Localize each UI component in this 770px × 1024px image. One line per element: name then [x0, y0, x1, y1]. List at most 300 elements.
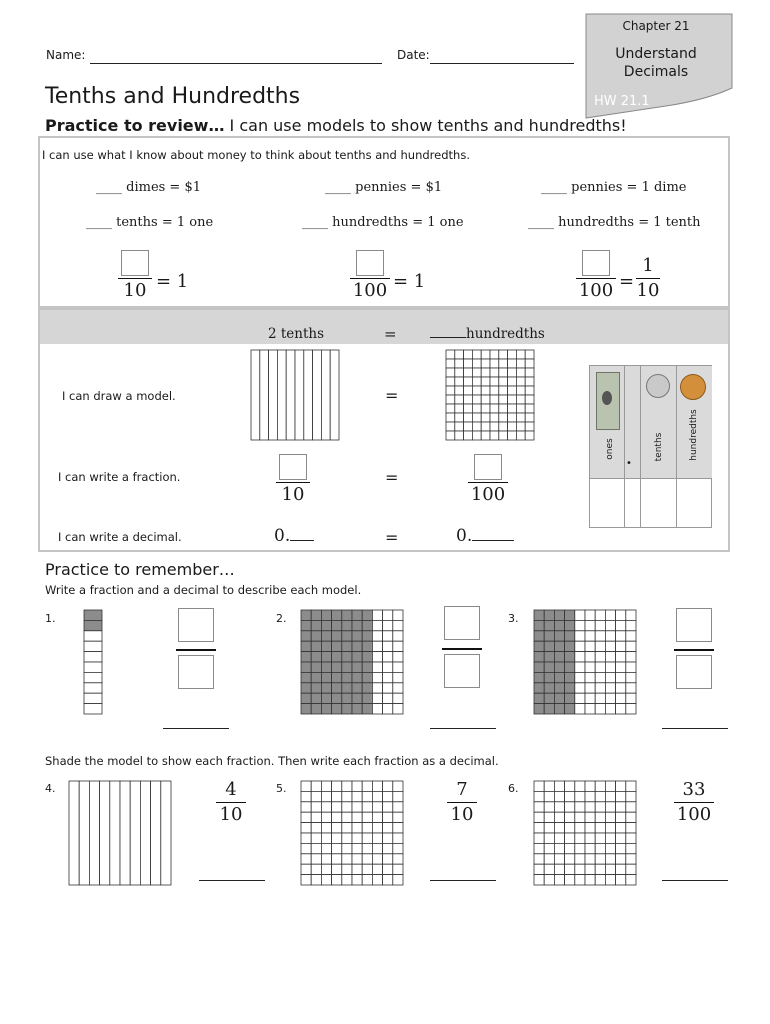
hundredth-cell: [616, 854, 626, 864]
hundredth-cell: [554, 672, 564, 682]
hundredth-cell: [508, 413, 517, 422]
hundredth-cell: [554, 833, 564, 843]
hundredth-cell: [342, 823, 352, 833]
hundredth-cell: [575, 875, 585, 885]
hundredth-cell: [342, 791, 352, 801]
tenth-cell: [84, 683, 102, 693]
hundredth-cell: [383, 704, 393, 714]
hundredth-cell: [565, 620, 575, 630]
hundredth-cell: [332, 812, 342, 822]
hundredth-cell: [516, 431, 525, 440]
hundredth-cell: [352, 620, 362, 630]
hundredth-cell: [534, 823, 544, 833]
date-field[interactable]: [430, 63, 574, 64]
hundredth-cell: [311, 864, 321, 874]
hundredth-cell: [342, 683, 352, 693]
hundredth-cell: [362, 662, 372, 672]
hundredth-cell: [499, 422, 508, 431]
hundredth-cell: [393, 693, 403, 703]
numerator-box[interactable]: [582, 250, 610, 276]
hundredth-cell: [301, 652, 311, 662]
hundredth-cell: [595, 812, 605, 822]
hundredth-cell: [544, 875, 554, 885]
hundredth-cell: [311, 652, 321, 662]
denominator: 100: [676, 804, 712, 825]
hundredth-cell: [595, 610, 605, 620]
hundredth-cell: [554, 781, 564, 791]
hundredth-cell: [575, 662, 585, 672]
tenth-strip: [140, 781, 150, 885]
hundredth-cell: [534, 781, 544, 791]
hundredth-cell: [446, 395, 455, 404]
hundredth-cell: [352, 781, 362, 791]
page-title: Tenths and Hundredths: [45, 84, 301, 109]
hundredth-cell: [534, 812, 544, 822]
problem-3-denominator-box[interactable]: [676, 655, 712, 689]
hundredth-cell: [616, 823, 626, 833]
problem-1-denominator-box[interactable]: [178, 655, 214, 689]
problem-2-decimal-line[interactable]: [430, 728, 496, 729]
hundredth-cell: [321, 802, 331, 812]
fraction-tenths-one: [118, 250, 152, 301]
problem-number-6: 6.: [508, 782, 519, 795]
hundredth-cell: [342, 641, 352, 651]
hundredth-cell: [393, 641, 403, 651]
hundredth-cell: [499, 368, 508, 377]
hundredth-cell: [554, 864, 564, 874]
hundredth-cell: [372, 641, 382, 651]
hundredth-cell: [490, 359, 499, 368]
tenth-strip: [330, 350, 339, 440]
tenth-strip: [277, 350, 286, 440]
hundredth-cell: [301, 854, 311, 864]
hundredth-cell: [372, 854, 382, 864]
hundredth-cell: [352, 693, 362, 703]
hundredth-cell: [321, 641, 331, 651]
hundredth-cell: [554, 704, 564, 714]
hundredth-cell: [332, 662, 342, 672]
hundredth-cell: [332, 652, 342, 662]
hundredth-cell: [372, 631, 382, 641]
numerator-box[interactable]: [279, 454, 307, 480]
hundredth-cell: [544, 652, 554, 662]
hundredth-cell: [585, 693, 595, 703]
decimal-point: •: [626, 458, 632, 469]
fraction-hundredths-tenth: [576, 250, 616, 301]
fraction-one-tenth: [636, 256, 660, 301]
hundredth-cell: [332, 672, 342, 682]
hundredth-cell: [383, 875, 393, 885]
hundredth-cell: [372, 662, 382, 672]
hundredth-cell: [626, 704, 636, 714]
decimal-left: [274, 526, 314, 546]
model-equals: =: [385, 386, 399, 405]
hundredth-cell: [393, 823, 403, 833]
hundredth-cell: [383, 683, 393, 693]
hundredth-cell: [499, 431, 508, 440]
hundredth-cell: [301, 683, 311, 693]
hundredth-cell: [605, 672, 615, 682]
hundredth-cell: [311, 620, 321, 630]
hundredth-cell: [595, 620, 605, 630]
hundredth-cell: [534, 843, 544, 853]
hundredths-tenth-eq: ____ hundredths = 1 tenth: [528, 215, 701, 230]
practice-heading: Practice to remember…: [45, 560, 235, 579]
hundredth-cell: [626, 812, 636, 822]
hundredth-cell: [595, 875, 605, 885]
hundredth-cell: [446, 422, 455, 431]
chapter-title-line1: Understand: [615, 46, 697, 62]
hundredth-cell: [490, 422, 499, 431]
hundredth-cell: [575, 610, 585, 620]
hundredth-cell: [301, 812, 311, 822]
hundredth-cell: [508, 377, 517, 386]
hundredth-cell: [585, 854, 595, 864]
hundredth-cell: [575, 620, 585, 630]
problem-5-model[interactable]: [301, 781, 403, 885]
hundredth-cell: [490, 395, 499, 404]
hundredth-cell: [372, 620, 382, 630]
hundredth-cell: [352, 802, 362, 812]
hundredth-cell: [332, 683, 342, 693]
hundredth-cell: [626, 662, 636, 672]
hundredth-cell: [516, 386, 525, 395]
hundredth-cell: [544, 781, 554, 791]
hundredth-cell: [393, 791, 403, 801]
hundredth-cell: [362, 802, 372, 812]
hundredth-cell: [321, 704, 331, 714]
hundredth-cell: [499, 359, 508, 368]
hundredth-cell: [534, 802, 544, 812]
hundredth-cell: [565, 875, 575, 885]
hundredth-cell: [534, 854, 544, 864]
hundredth-cell: [595, 641, 605, 651]
hundredth-cell: [311, 662, 321, 672]
hundredths-model[interactable]: [446, 350, 534, 440]
numerator-box[interactable]: [474, 454, 502, 480]
name-field[interactable]: [90, 63, 382, 64]
hundredth-cell: [616, 683, 626, 693]
hundredth-cell: [372, 704, 382, 714]
chapter-tab: [586, 14, 732, 118]
hundredth-cell: [383, 631, 393, 641]
denominator: 10: [450, 804, 474, 825]
problem-1-numerator-box[interactable]: [178, 608, 214, 642]
hundredth-cell: [362, 812, 372, 822]
hundredth-cell: [616, 672, 626, 682]
hundredth-cell: [554, 812, 564, 822]
model-fraction-left: [276, 454, 310, 505]
hundredth-cell: [626, 620, 636, 630]
hundredth-cell: [490, 413, 499, 422]
decimal-blank-left[interactable]: [290, 540, 314, 541]
equals-one: = 1: [156, 271, 189, 292]
denominator: 10: [636, 280, 660, 301]
problem-2-denominator-box[interactable]: [444, 654, 480, 688]
hundredth-cell: [311, 781, 321, 791]
problem-3-numerator-box[interactable]: [676, 608, 712, 642]
hundredth-cell: [595, 854, 605, 864]
hundredth-cell: [565, 652, 575, 662]
hundredth-cell: [383, 620, 393, 630]
problem-5-decimal-line[interactable]: [430, 880, 496, 881]
decimal-blank-right[interactable]: [472, 540, 514, 541]
hundredth-cell: [372, 802, 382, 812]
hundredth-cell: [393, 781, 403, 791]
hundredth-cell: [544, 843, 554, 853]
hundredth-cell: [372, 791, 382, 801]
problem-6-model[interactable]: [534, 781, 636, 885]
pennies-dollar-eq: ____ pennies = $1: [325, 180, 443, 195]
hundredth-cell: [516, 422, 525, 431]
fraction-equals: =: [385, 468, 399, 487]
hundredth-cell: [605, 875, 615, 885]
hundredth-cell: [464, 431, 473, 440]
hundredth-cell: [301, 641, 311, 651]
hundredth-cell: [481, 359, 490, 368]
numerator-box[interactable]: [356, 250, 384, 276]
hundredth-cell: [372, 683, 382, 693]
hundredth-cell: [585, 843, 595, 853]
hundredth-cell: [585, 672, 595, 682]
hundredth-cell: [301, 610, 311, 620]
hundredth-cell: [544, 693, 554, 703]
hundredth-cell: [321, 854, 331, 864]
hundredth-cell: [362, 620, 372, 630]
model-header-equals: =: [384, 325, 397, 343]
hundredth-cell: [605, 802, 615, 812]
numerator: 4: [225, 779, 237, 800]
problem-1-decimal-line[interactable]: [163, 728, 229, 729]
hundredth-cell: [383, 610, 393, 620]
hundredth-cell: [595, 672, 605, 682]
hundredth-cell: [595, 631, 605, 641]
hundredth-cell: [499, 395, 508, 404]
decimal-prefix: 0.: [456, 526, 473, 546]
hundredth-cell: [575, 704, 585, 714]
numerator: 1: [642, 255, 654, 276]
problem-4-model[interactable]: [69, 781, 171, 885]
hundredth-cell: [342, 864, 352, 874]
hundredth-cell: [301, 693, 311, 703]
hundredth-cell: [525, 395, 534, 404]
hundredth-cell: [499, 404, 508, 413]
model-fraction-right: [468, 454, 508, 505]
hundredth-cell: [455, 431, 464, 440]
hundredth-cell: [311, 631, 321, 641]
hundredth-cell: [372, 672, 382, 682]
hundredth-cell: [311, 610, 321, 620]
hundredth-cell: [372, 833, 382, 843]
problem-number-4: 4.: [45, 782, 56, 795]
hundredth-cell: [311, 641, 321, 651]
hundredth-cell: [534, 833, 544, 843]
hundredth-cell: [554, 875, 564, 885]
hundredth-cell: [575, 693, 585, 703]
denominator: 10: [281, 484, 305, 505]
ones-label: ones: [605, 438, 615, 460]
dollar-bill-icon: [596, 372, 620, 430]
hundredth-cell: [481, 350, 490, 359]
hundredth-cell: [301, 802, 311, 812]
hundredth-cell: [626, 791, 636, 801]
hundredth-cell: [362, 875, 372, 885]
hundredth-cell: [301, 864, 311, 874]
hundredths-blank[interactable]: [430, 337, 466, 338]
hundredth-cell: [499, 350, 508, 359]
hundredth-cell: [605, 864, 615, 874]
hundredth-cell: [383, 843, 393, 853]
problem-3-decimal-line[interactable]: [662, 728, 728, 729]
hundredth-cell: [446, 404, 455, 413]
hundredth-cell: [595, 781, 605, 791]
hundredth-cell: [472, 377, 481, 386]
hundredth-cell: [301, 704, 311, 714]
hundredth-cell: [544, 672, 554, 682]
hundredth-cell: [352, 864, 362, 874]
hundredth-cell: [455, 386, 464, 395]
hundredth-cell: [352, 823, 362, 833]
subtitle-text: I can use models to show tenths and hundredths!: [229, 116, 627, 135]
hundredth-cell: [575, 641, 585, 651]
hundredth-cell: [393, 854, 403, 864]
hundredth-cell: [626, 652, 636, 662]
hundredth-cell: [605, 683, 615, 693]
hundredth-cell: [332, 693, 342, 703]
hundredth-cell: [311, 672, 321, 682]
hundredth-cell: [321, 631, 331, 641]
problem-2-numerator-box[interactable]: [444, 606, 480, 640]
hundredth-cell: [383, 802, 393, 812]
hundredth-cell: [446, 359, 455, 368]
hundredth-cell: [342, 631, 352, 641]
hundredth-cell: [626, 802, 636, 812]
hundredth-cell: [342, 781, 352, 791]
hundredth-cell: [554, 802, 564, 812]
hundredth-cell: [575, 791, 585, 801]
hundredth-cell: [616, 843, 626, 853]
hundredth-cell: [301, 631, 311, 641]
hundredth-cell: [525, 368, 534, 377]
hundredth-cell: [605, 843, 615, 853]
hundredth-cell: [342, 704, 352, 714]
hundredth-cell: [565, 812, 575, 822]
hundredth-cell: [490, 377, 499, 386]
numerator-box[interactable]: [121, 250, 149, 276]
tenth-cell: [84, 693, 102, 703]
model-header-right: [430, 326, 545, 342]
hundredth-cell: [554, 631, 564, 641]
hundredth-cell: [490, 404, 499, 413]
hundredth-cell: [383, 662, 393, 672]
hundredth-cell: [301, 620, 311, 630]
dimes-eq: ____ dimes = $1: [96, 180, 202, 195]
hundredth-cell: [362, 631, 372, 641]
problem-4-fraction: [216, 780, 246, 825]
hundredth-cell: [342, 854, 352, 864]
hundredth-cell: [455, 377, 464, 386]
hundredth-cell: [616, 662, 626, 672]
hundredth-cell: [626, 823, 636, 833]
hundredth-cell: [352, 791, 362, 801]
hundredth-cell: [455, 359, 464, 368]
problem-4-decimal-line[interactable]: [199, 880, 265, 881]
hundredth-cell: [362, 652, 372, 662]
hundredth-cell: [362, 704, 372, 714]
hundredth-cell: [595, 683, 605, 693]
hundredth-cell: [332, 875, 342, 885]
hundredth-cell: [342, 843, 352, 853]
practice-instruction-1: Write a fraction and a decimal to describe each model.: [45, 583, 362, 597]
hundredth-cell: [446, 377, 455, 386]
hundredth-cell: [311, 704, 321, 714]
hundredth-cell: [342, 875, 352, 885]
hundredth-cell: [516, 359, 525, 368]
hundredth-cell: [490, 386, 499, 395]
hundredth-cell: [605, 704, 615, 714]
hundredth-cell: [372, 823, 382, 833]
hundredth-cell: [565, 693, 575, 703]
hundredth-cell: [352, 854, 362, 864]
hundredth-cell: [544, 823, 554, 833]
hundredth-cell: [626, 843, 636, 853]
hundredth-cell: [321, 843, 331, 853]
hundredth-cell: [595, 693, 605, 703]
hundredth-cell: [321, 781, 331, 791]
hundredth-cell: [565, 833, 575, 843]
hundredth-cell: [585, 791, 595, 801]
hundredth-cell: [446, 431, 455, 440]
hundredth-cell: [472, 395, 481, 404]
denominator: 100: [352, 280, 388, 301]
hundredth-cell: [321, 823, 331, 833]
hundredth-cell: [393, 833, 403, 843]
hundredth-cell: [393, 672, 403, 682]
tenth-strip: [295, 350, 304, 440]
hundredth-cell: [455, 368, 464, 377]
hundredth-cell: [321, 683, 331, 693]
hundredth-cell: [352, 683, 362, 693]
hundredth-cell: [565, 631, 575, 641]
hundredth-cell: [490, 350, 499, 359]
hundredth-cell: [352, 875, 362, 885]
hundredth-cell: [516, 368, 525, 377]
numerator: 7: [456, 779, 468, 800]
hundredth-cell: [472, 413, 481, 422]
hundredth-cell: [332, 864, 342, 874]
hundredth-cell: [525, 359, 534, 368]
hundredth-cell: [455, 422, 464, 431]
hundredth-cell: [383, 812, 393, 822]
tenths-model[interactable]: [251, 350, 339, 440]
hundredth-cell: [446, 350, 455, 359]
hundredth-cell: [605, 631, 615, 641]
hundredth-cell: [516, 404, 525, 413]
hundredth-cell: [362, 854, 372, 864]
hundredth-cell: [516, 377, 525, 386]
problem-6-decimal-line[interactable]: [662, 880, 728, 881]
hundredth-cell: [352, 641, 362, 651]
hundredth-cell: [585, 641, 595, 651]
hundredth-cell: [301, 781, 311, 791]
hundredth-cell: [544, 610, 554, 620]
hundredth-cell: [534, 704, 544, 714]
denominator: 100: [578, 280, 614, 301]
hundredth-cell: [525, 422, 534, 431]
equals-sign: =: [619, 271, 635, 292]
hundredth-cell: [464, 413, 473, 422]
hundredth-cell: [525, 413, 534, 422]
